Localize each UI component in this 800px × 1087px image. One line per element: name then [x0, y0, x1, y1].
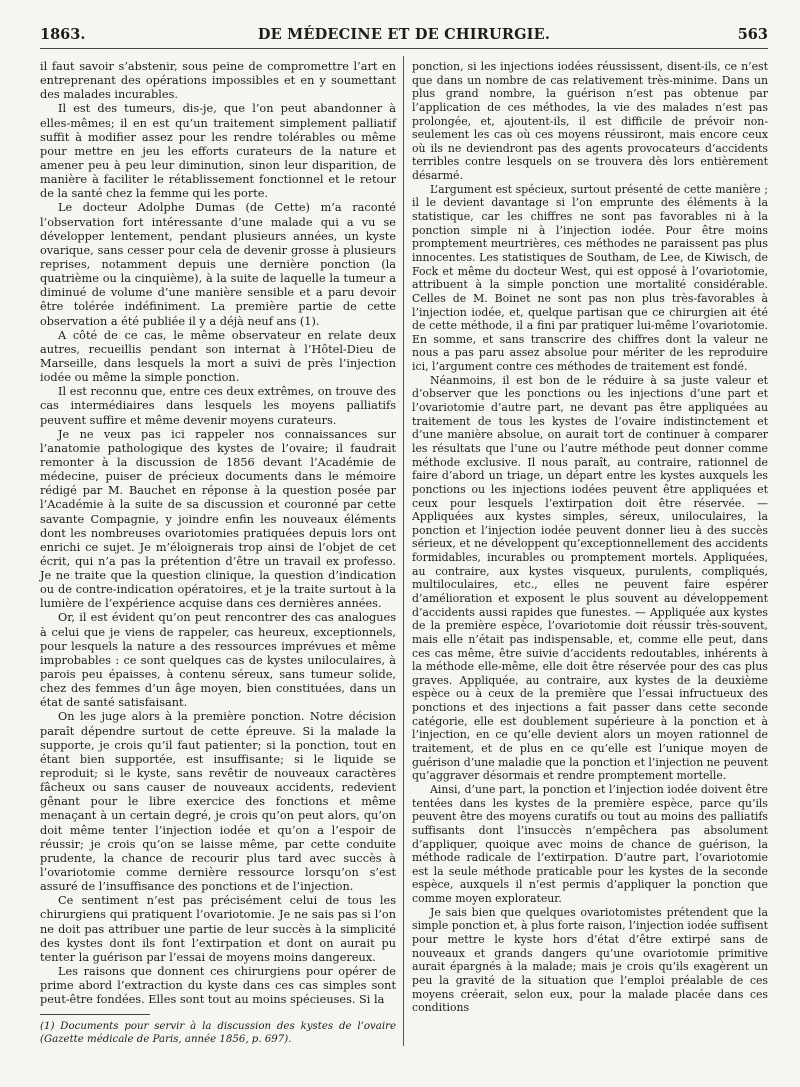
paragraph: Ainsi, d’une part, la ponction et l’injection iodée doivent être tentées dans les kystes de la première espèce, parce qu’ils peuvent être des moyens curatifs ou tout au moins des palliatifs suffisants dont l’insuccès n’empêchera pas absolument d’appliquer, quoique avec moins de chance de guérison, la méthode radicale de l’extirpation. D’autre part, l’ovariotomie est la seule méthode praticable pour les kystes de la seconde espèce, auxquels il n’est permis d’appliquer la ponction que comme moyen explorateur. — [412, 782, 768, 906]
footnote: (1) Documents pour servir à la discussion des kystes de l’ovaire (Gazette médicale de Paris, année 1856, p. 697). — [40, 1021, 396, 1045]
paragraph: A côté de ce cas, le même observateur en relate deux autres, recueillis pendant son internat à l’Hôtel-Dieu de Marseille, dans lesquels la mort a suivi de près l’injection iodée ou même la simple ponction. — [40, 328, 396, 385]
paragraph: Or, il est évident qu’on peut rencontrer des cas analogues à celui que je viens de rappeler, cas heureux, exceptionnels, pour lesquels la nature a des ressources imprévues et même improbables : ce sont quelques cas de kystes uniloculaires, à parois peu épaisses, à contenu séreux, sans tumeur solide, chez des femmes d’un âge moyen, bien constituées, dans un état de santé satisfaisant. — [40, 611, 396, 710]
paragraph: Il est reconnu que, entre ces deux extrêmes, on trouve des cas intermédiaires dans lesquels les moyens palliatifs peuvent suffire et même devenir moyens curateurs. — [40, 385, 396, 427]
paragraph: il faut savoir s’abstenir, sous peine de compromettre l’art en entreprenant des opérations impossibles et en y soumettant des malades incurables. — [40, 60, 396, 102]
footnote-rule — [40, 1014, 150, 1015]
right-column — [412, 60, 768, 1015]
paragraph: Ce sentiment n’est pas précisément celui de tous les chirurgiens qui pratiquent l’ovariotomie. Je ne sais pas si l’on ne doit pas attribuer une partie de leur succès à la simplicité des kystes dont ils font l’extirpation et dont on aurait pu tenter la guérison par l’essai de moyens moins dangereux. — [40, 894, 396, 964]
paragraph: ponction, si les injections iodées réussissent, disent-ils, ce n’est que dans un nombre de cas relativement très-minime. Dans un plus grand nombre, la guérison n’est pas obtenue par l’application de ces méthodes, la vie des malades n’est pas prolongée, et, ajoutent-ils, il est difficile de prévoir non-seulement les cas où ces moyens réussiront, mais encore ceux où ils ne deviendront pas des agents provocateurs d’accidents terribles contre lesquels on se trouvera dès lors entièrement désarmé. — [412, 60, 768, 183]
header-year: 1863. — [40, 26, 86, 43]
paragraph: Néanmoins, il est bon de le réduire à sa juste valeur et d’observer que les ponctions ou les injections d’une part et l’ovariotomie d’autre part, ne devant pas être appliquées au traitement de tous les kystes de l’ovaire indistinctement et d’une manière absolue, on aurait tort de continuer à comparer les résultats que l’une ou l’autre méthode peut donner comme méthode exclusive. Il nous paraît, au contraire, rationnel de faire d’abord un triage, un départ entre les kystes auxquels les ponctions ou les injections iodées peuvent être appliquées et ceux pour lesquels l’extirpation doit être réservée. — Appliquées aux kystes simples, séreux, uniloculaires, la ponction et l’injection iodée peuvent donner lieu à des succès sérieux, et ne développent qu’exceptionnellement des accidents formidables, incurables ou promptement mortels. Appliquées, au contraire, aux kystes visqueux, purulents, compliqués, multiloculaires, etc., elles ne peuvent faire espérer d’amélioration et exposent le plus souvent au développement d’accidents aussi rapides que funestes. — Appliquée aux kystes de la première espèce, l’ovariotomie doit réussir très-souvent, mais elle n’était pas indispensable, et, comme elle peut, dans ces cas même, être suivie d’accidents redoutables, inhérents à la méthode elle-même, elle doit être réservée pour des cas plus graves. Appliquée, au contraire, aux kystes de la deuxième espèce ou à ceux de la première que l’essai infructueux des ponctions et des injections a fait passer dans cette seconde catégorie, elle est doublement supérieure à la ponction et à l’injection, en ce qu’elle devient alors un moyen rationnel de traitement, et de plus en ce qu’elle est l’unique moyen de guérison d’une maladie que la ponction et l’injection ne peuvent qu’aggraver désormais et rendre promptement mortelle. — [412, 373, 769, 783]
paragraph: Les raisons que donnent ces chirurgiens pour opérer de prime abord l’extraction du kyste dans ces cas simples sont peut-être fondées. Elles sont tout au moins spécieuses. Si la — [40, 965, 396, 1007]
paragraph: Le docteur Adolphe Dumas (de Cette) m’a raconté l’observation fort intéressante d’une malade qui a vu se développer lentement, pendant plusieurs années, un kyste ovarique, sans cesser pour cela de devenir grosse à plusieurs reprises, notamment depuis une dernière ponction (la quatrième ou la cinquième), à la suite de laquelle la tumeur a diminué de volume d’une manière sensible et a paru devoir être tolérée indéfiniment. La première partie de cette observation a été publiée il y a déjà neuf ans (1). — [40, 201, 396, 328]
column-divider — [403, 56, 404, 1046]
paragraph: Je sais bien que quelques ovariotomistes prétendent que la simple ponction et, à plus forte raison, l’injection iodée suffisent pour mettre le kyste hors d’état d’être extirpé sans de nouveaux et grands dangers qu’une ovariotomie primitive aurait épargnés à la malade; mais je crois qu’ils exagèrent un peu la gravité de la situation que l’emploi préalable de ces moyens créerait, selon eux, pour la malade placée dans ces conditions — [412, 905, 768, 1015]
page-number: 563 — [737, 26, 768, 43]
left-column — [40, 60, 396, 1007]
paragraph: Il est des tumeurs, dis-je, que l’on peut abandonner à elles-mêmes; il en est qu’un traitement simplement palliatif suffit à modifier assez pour les rendre tolérables ou même pour mettre en jeu les efforts curateurs de la nature et amener peu à peu leur diminution, sinon leur disparition, de manière à faciliter le rétablissement fonctionnel et le retour de la santé chez la femme qui les porte. — [40, 102, 396, 201]
paragraph: L’argument est spécieux, surtout présenté de cette manière ; il le devient davantage si l’on emprunte des éléments à la statistique, car les chiffres ne sont pas favorables ni à la ponction simple ni à l’injection iodée. Pour être moins promptement meurtrières, ces méthodes ne paraissent pas plus innocentes. Les statistiques de Southam, de Lee, de Kiwisch, de Fock et même du docteur West, qui est opposé à l’ovariotomie, attribuent à la simple ponction une mortalité considérable. Celles de M. Boinet ne sont pas non plus très-favorables à l’injection iodée, et, quelque partisan que ce chirurgien ait été de cette méthode, il a fini par pratiquer lui-même l’ovariotomie. En somme, et sans transcrire des chiffres dont la valeur ne nous a pas paru assez absolue pour mériter de les reproduire ici, l’argument contre ces méthodes de traitement est fondé. — [412, 182, 768, 374]
header-rule — [40, 48, 768, 49]
paragraph: On les juge alors à la première ponction. Notre décision paraît dépendre surtout de cette épreuve. Si la malade la supporte, je crois qu’il faut patienter; si la ponction, tout en étant bien supportée, est insuffisante; si le liquide se reproduit; si le kyste, sans revêtir de nouveaux caractères fâcheux ou sans causer de nouveaux accidents, redevient gênant pour le libre exercice des fonctions et même menaçant à un certain degré, je crois qu’on peut alors, qu’on doit même tenter l’injection iodée et qu’on a l’espoir de réussir; je crois qu’on se laisse même, par cette conduite prudente, la chance de recourir plus tard avec succès à l’ovariotomie comme dernière ressource lorsqu’on s’est assuré de l’insuffisance des ponctions et de l’injection. — [40, 710, 396, 894]
page-header — [40, 26, 768, 48]
running-title: DE MÉDECINE ET DE CHIRURGIE. — [257, 26, 551, 43]
paragraph: Je ne veux pas ici rappeler nos connaissances sur l’anatomie pathologique des kystes de l’ovaire; il faudrait remonter à la discussion de 1856 devant l’Académie de médecine, puiser de précieux documents dans le mémoire rédigé par M. Bauchet en réponse à la question posée par l’Académie à la suite de sa discussion et couronné par cette savante Compagnie, y joindre enfin les nouveaux éléments dont les nombreuses ovariotomies pratiquées depuis lors ont enrichi ce sujet. Je m’éloignerais trop ainsi de l’objet de cet écrit, qui n’a pas la prétention d’être un travail ex professo. Je ne traite que la question clinique, la question d’indication ou de contre-indication opératoires, et je la traite surtout à la lumière de l’expérience acquise dans ces dernières années. — [40, 427, 396, 611]
